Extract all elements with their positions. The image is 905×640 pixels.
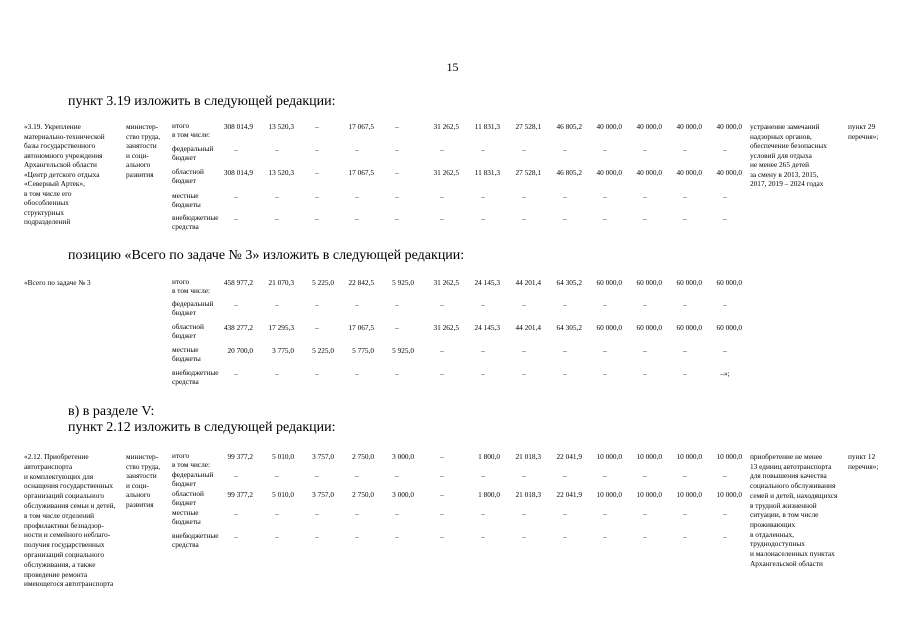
table-cell: 22 041,9 <box>556 452 582 461</box>
table-cell: – <box>522 145 526 154</box>
table-cell: – <box>603 369 607 378</box>
table-cell: 24 145,3 <box>474 278 500 287</box>
table-cell: – <box>395 300 399 309</box>
table-cell: 22 842,5 <box>348 278 374 287</box>
table-cell: – <box>395 122 399 131</box>
table-cell: – <box>275 145 279 154</box>
table-cell: 40 000,0 <box>636 122 662 131</box>
table-cell: – <box>723 471 727 480</box>
table-cell: – <box>723 145 727 154</box>
table-cell: – <box>522 369 526 378</box>
table-cell: – <box>355 214 359 223</box>
table-cell: – <box>234 300 238 309</box>
table-cell: – <box>603 532 607 541</box>
table-cell: – <box>275 471 279 480</box>
table-cell: – <box>275 214 279 223</box>
funding-source-label: итого в том числе: <box>172 121 211 139</box>
table-cell: 40 000,0 <box>596 168 622 177</box>
table-cell: – <box>603 300 607 309</box>
table-cell: 44 201,4 <box>515 323 541 332</box>
table-cell: – <box>395 509 399 518</box>
table-cell: – <box>481 369 485 378</box>
table-cell: – <box>643 532 647 541</box>
table-cell: 31 262,5 <box>433 122 459 131</box>
table-cell: – <box>275 192 279 201</box>
table-cell: 44 201,4 <box>515 278 541 287</box>
table-cell: 40 000,0 <box>676 122 702 131</box>
heading-total-task-3: позицию «Всего по задаче № 3» изложить в следующей редакции: <box>68 248 465 263</box>
table-cell: – <box>355 192 359 201</box>
table-cell: – <box>481 346 485 355</box>
table-cell: – <box>234 509 238 518</box>
document-reference: пункт 12 перечня»; <box>848 452 879 471</box>
table-cell: 21 018,3 <box>515 452 541 461</box>
funding-source-label: областной бюджет <box>172 167 204 185</box>
table-cell: – <box>522 300 526 309</box>
table-cell: – <box>355 369 359 378</box>
table-cell: 11 831,3 <box>474 122 500 131</box>
table-cell: 64 305,2 <box>556 323 582 332</box>
table-cell: 31 262,5 <box>433 278 459 287</box>
table-cell: – <box>440 532 444 541</box>
table-cell: 17 295,3 <box>268 323 294 332</box>
funding-source-label: федеральный бюджет <box>172 470 214 488</box>
table-cell: – <box>603 145 607 154</box>
table-cell: 2 750,0 <box>352 452 374 461</box>
table-cell: 438 277,2 <box>223 323 253 332</box>
table-cell: 60 000,0 <box>636 278 662 287</box>
table-cell: – <box>563 532 567 541</box>
table-cell: – <box>355 509 359 518</box>
table-cell: – <box>481 471 485 480</box>
table-cell: 2 750,0 <box>352 490 374 499</box>
table-cell: – <box>683 532 687 541</box>
table-cell: 1 800,0 <box>478 452 500 461</box>
funding-source-label: местные бюджеты <box>172 191 201 209</box>
table-cell: 21 018,3 <box>515 490 541 499</box>
page-number: 15 <box>446 60 459 74</box>
table-cell: 40 000,0 <box>676 168 702 177</box>
table-cell: 31 262,5 <box>433 168 459 177</box>
table-cell: 27 528,1 <box>515 122 541 131</box>
table-cell: – <box>643 471 647 480</box>
heading-item-3-19: пункт 3.19 изложить в следующей редакции: <box>68 94 336 109</box>
funding-source-label: федеральный бюджет <box>172 144 214 162</box>
table-cell: – <box>481 532 485 541</box>
table-cell: – <box>683 214 687 223</box>
table-cell: – <box>315 509 319 518</box>
table-cell: – <box>440 192 444 201</box>
table-cell: – <box>234 471 238 480</box>
table-cell: 46 805,2 <box>556 122 582 131</box>
table-cell: – <box>440 490 444 499</box>
table-cell: – <box>395 145 399 154</box>
table-cell: – <box>603 509 607 518</box>
table-cell: – <box>563 346 567 355</box>
table-cell: 40 000,0 <box>636 168 662 177</box>
table-cell: – <box>683 192 687 201</box>
table-cell: – <box>563 300 567 309</box>
table-cell: – <box>355 300 359 309</box>
table-cell: – <box>275 300 279 309</box>
table-cell: 13 520,3 <box>268 168 294 177</box>
table-cell: – <box>603 471 607 480</box>
table-cell: 40 000,0 <box>716 168 742 177</box>
table-cell: 13 520,3 <box>268 122 294 131</box>
table-cell: – <box>481 300 485 309</box>
table-cell: – <box>315 192 319 201</box>
table-cell: 10 000,0 <box>596 452 622 461</box>
table-cell: – <box>723 300 727 309</box>
table-cell: – <box>522 532 526 541</box>
table-cell: – <box>643 346 647 355</box>
funding-source-label: местные бюджеты <box>172 508 201 526</box>
table-cell: 60 000,0 <box>676 323 702 332</box>
document-reference: пункт 29 перечня»; <box>848 122 879 141</box>
table-cell: 60 000,0 <box>636 323 662 332</box>
table-cell: – <box>723 214 727 223</box>
table-cell: – <box>440 300 444 309</box>
table-cell: 20 700,0 <box>227 346 253 355</box>
funding-source-label: местные бюджеты <box>172 345 201 363</box>
heading-section-v: в) в разделе V: <box>68 404 155 419</box>
table-cell: – <box>234 145 238 154</box>
table-cell: 10 000,0 <box>676 490 702 499</box>
table-cell: 5 925,0 <box>392 346 414 355</box>
table-cell: – <box>315 122 319 131</box>
table-cell: – <box>563 214 567 223</box>
table-cell: – <box>563 369 567 378</box>
table-cell: – <box>723 192 727 201</box>
table-cell: 3 000,0 <box>392 490 414 499</box>
table-cell: – <box>481 214 485 223</box>
table-cell: – <box>643 192 647 201</box>
funding-source-label: итого в том числе: <box>172 277 211 295</box>
table-cell: – <box>395 369 399 378</box>
table-cell: 1 800,0 <box>478 490 500 499</box>
table-cell: 3 000,0 <box>392 452 414 461</box>
table-cell: – <box>643 300 647 309</box>
table-cell: 5 925,0 <box>392 278 414 287</box>
table-cell: – <box>395 168 399 177</box>
table-cell: – <box>723 509 727 518</box>
table-cell: – <box>234 214 238 223</box>
table-cell: – <box>315 369 319 378</box>
funding-source-label: областной бюджет <box>172 322 204 340</box>
table-cell: – <box>440 452 444 461</box>
table-cell: – <box>440 214 444 223</box>
table-cell: 17 067,5 <box>348 168 374 177</box>
table-cell: – <box>563 509 567 518</box>
table-cell: – <box>603 192 607 201</box>
table-cell: 5 775,0 <box>352 346 374 355</box>
table-cell: 5 225,0 <box>312 346 334 355</box>
table-cell: – <box>481 145 485 154</box>
table-cell: – <box>315 300 319 309</box>
table-cell: – <box>315 214 319 223</box>
table-cell: 3 757,0 <box>312 490 334 499</box>
expected-result: приобретение не менее 13 единиц автотранспорта для повышения качества социального обслуживания семей и детей, находящихся в трудной жизненной ситуации, в том числе проживающих в отдаленных, труднодоступных и малонаселенных пунктах Архангельской области <box>750 452 838 568</box>
table-cell: 27 528,1 <box>515 168 541 177</box>
executor: министер- ство труда, занятости и соци- ального развития <box>126 452 161 509</box>
table-cell: 11 831,3 <box>474 168 500 177</box>
table-cell: – <box>563 192 567 201</box>
table-cell: – <box>234 532 238 541</box>
table-cell: – <box>355 471 359 480</box>
table-cell: – <box>315 532 319 541</box>
table-cell: 60 000,0 <box>716 323 742 332</box>
table-cell: – <box>563 471 567 480</box>
table-cell: – <box>481 509 485 518</box>
funding-source-label: областной бюджет <box>172 489 204 507</box>
table-cell: – <box>440 369 444 378</box>
measure-name: «3.19. Укрепление материально-технической базы государственного автономного учреждения Архангельской области «Центр детского отдыха «Северный Артек», в том числе его обособленных структурных подразделений <box>24 122 105 226</box>
table-cell: – <box>683 369 687 378</box>
table-cell: – <box>440 471 444 480</box>
table-cell: 64 305,2 <box>556 278 582 287</box>
table-cell: 10 000,0 <box>716 490 742 499</box>
table-cell: – <box>683 300 687 309</box>
table-cell: – <box>522 214 526 223</box>
table-cell: – <box>234 192 238 201</box>
expected-result: устранение замечаний надзорных органов, обеспечение безопасных условий для отдыха не менее 265 детей за смену в 2013, 2015, 2017, 2019 – 2024 годах <box>750 122 827 188</box>
table-cell: – <box>275 369 279 378</box>
table-cell: 458 977,2 <box>223 278 253 287</box>
table-cell: –»; <box>720 369 730 378</box>
funding-source-label: федеральный бюджет <box>172 299 214 317</box>
table-cell: – <box>395 192 399 201</box>
table-cell: 60 000,0 <box>716 278 742 287</box>
table-cell: – <box>643 145 647 154</box>
table-cell: 31 262,5 <box>433 323 459 332</box>
table-cell: 40 000,0 <box>596 122 622 131</box>
table-cell: – <box>355 532 359 541</box>
table-cell: – <box>481 192 485 201</box>
table-cell: – <box>440 346 444 355</box>
measure-name: «2.12. Приобретение автотранспорта и комплектующих для оснащения государственных организаций социального обслуживания семьи и детей, в том числе отделений профилактики безнадзор- ности и семейного неблаго- получия государственных организаций социального обслуживания, а также проведение ремонта имеющегося автотранспорта <box>24 452 116 589</box>
table-cell: 17 067,5 <box>348 323 374 332</box>
table-cell: – <box>395 471 399 480</box>
table-cell: – <box>603 346 607 355</box>
table-cell: 10 000,0 <box>596 490 622 499</box>
table-cell: – <box>522 509 526 518</box>
table-cell: 24 145,3 <box>474 323 500 332</box>
table-cell: 60 000,0 <box>676 278 702 287</box>
table-cell: – <box>683 346 687 355</box>
table-cell: – <box>603 214 607 223</box>
table-cell: 99 377,2 <box>227 490 253 499</box>
table-cell: 308 014,9 <box>223 122 253 131</box>
table-cell: – <box>683 471 687 480</box>
table-cell: – <box>440 509 444 518</box>
table-cell: 22 041,9 <box>556 490 582 499</box>
table-cell: 3 757,0 <box>312 452 334 461</box>
table-cell: – <box>723 346 727 355</box>
measure-name: «Всего по задаче № 3 <box>24 278 91 287</box>
table-cell: – <box>275 509 279 518</box>
heading-item-2-12: пункт 2.12 изложить в следующей редакции: <box>68 420 336 435</box>
funding-source-label: внебюджетные средства <box>172 213 219 231</box>
table-cell: 46 805,2 <box>556 168 582 177</box>
table-cell: – <box>315 145 319 154</box>
table-cell: 10 000,0 <box>676 452 702 461</box>
table-cell: – <box>395 214 399 223</box>
table-cell: – <box>683 145 687 154</box>
table-cell: 10 000,0 <box>716 452 742 461</box>
table-cell: – <box>315 471 319 480</box>
table-cell: – <box>395 323 399 332</box>
table-cell: – <box>522 192 526 201</box>
table-cell: 5 225,0 <box>312 278 334 287</box>
table-cell: – <box>683 509 687 518</box>
table-cell: 60 000,0 <box>596 323 622 332</box>
table-cell: – <box>395 532 399 541</box>
table-cell: 60 000,0 <box>596 278 622 287</box>
executor: министер- ство труда, занятости и соци- ального развития <box>126 122 161 179</box>
table-cell: – <box>440 145 444 154</box>
funding-source-label: итого в том числе: <box>172 451 211 469</box>
table-cell: 40 000,0 <box>716 122 742 131</box>
table-cell: 308 014,9 <box>223 168 253 177</box>
table-cell: 17 067,5 <box>348 122 374 131</box>
table-cell: 3 775,0 <box>272 346 294 355</box>
table-cell: – <box>275 532 279 541</box>
funding-source-label: внебюджетные средства <box>172 531 219 549</box>
table-cell: 21 070,3 <box>268 278 294 287</box>
table-cell: 5 010,0 <box>272 452 294 461</box>
table-cell: – <box>315 323 319 332</box>
table-cell: – <box>522 346 526 355</box>
table-cell: 10 000,0 <box>636 490 662 499</box>
table-cell: – <box>643 369 647 378</box>
table-cell: – <box>563 145 567 154</box>
table-cell: – <box>315 168 319 177</box>
funding-source-label: внебюджетные средства <box>172 368 219 386</box>
table-cell: 5 010,0 <box>272 490 294 499</box>
table-cell: – <box>522 471 526 480</box>
table-cell: – <box>723 532 727 541</box>
table-cell: 10 000,0 <box>636 452 662 461</box>
table-cell: 99 377,2 <box>227 452 253 461</box>
table-cell: – <box>643 214 647 223</box>
table-cell: – <box>643 509 647 518</box>
table-cell: – <box>355 145 359 154</box>
table-cell: – <box>234 369 238 378</box>
